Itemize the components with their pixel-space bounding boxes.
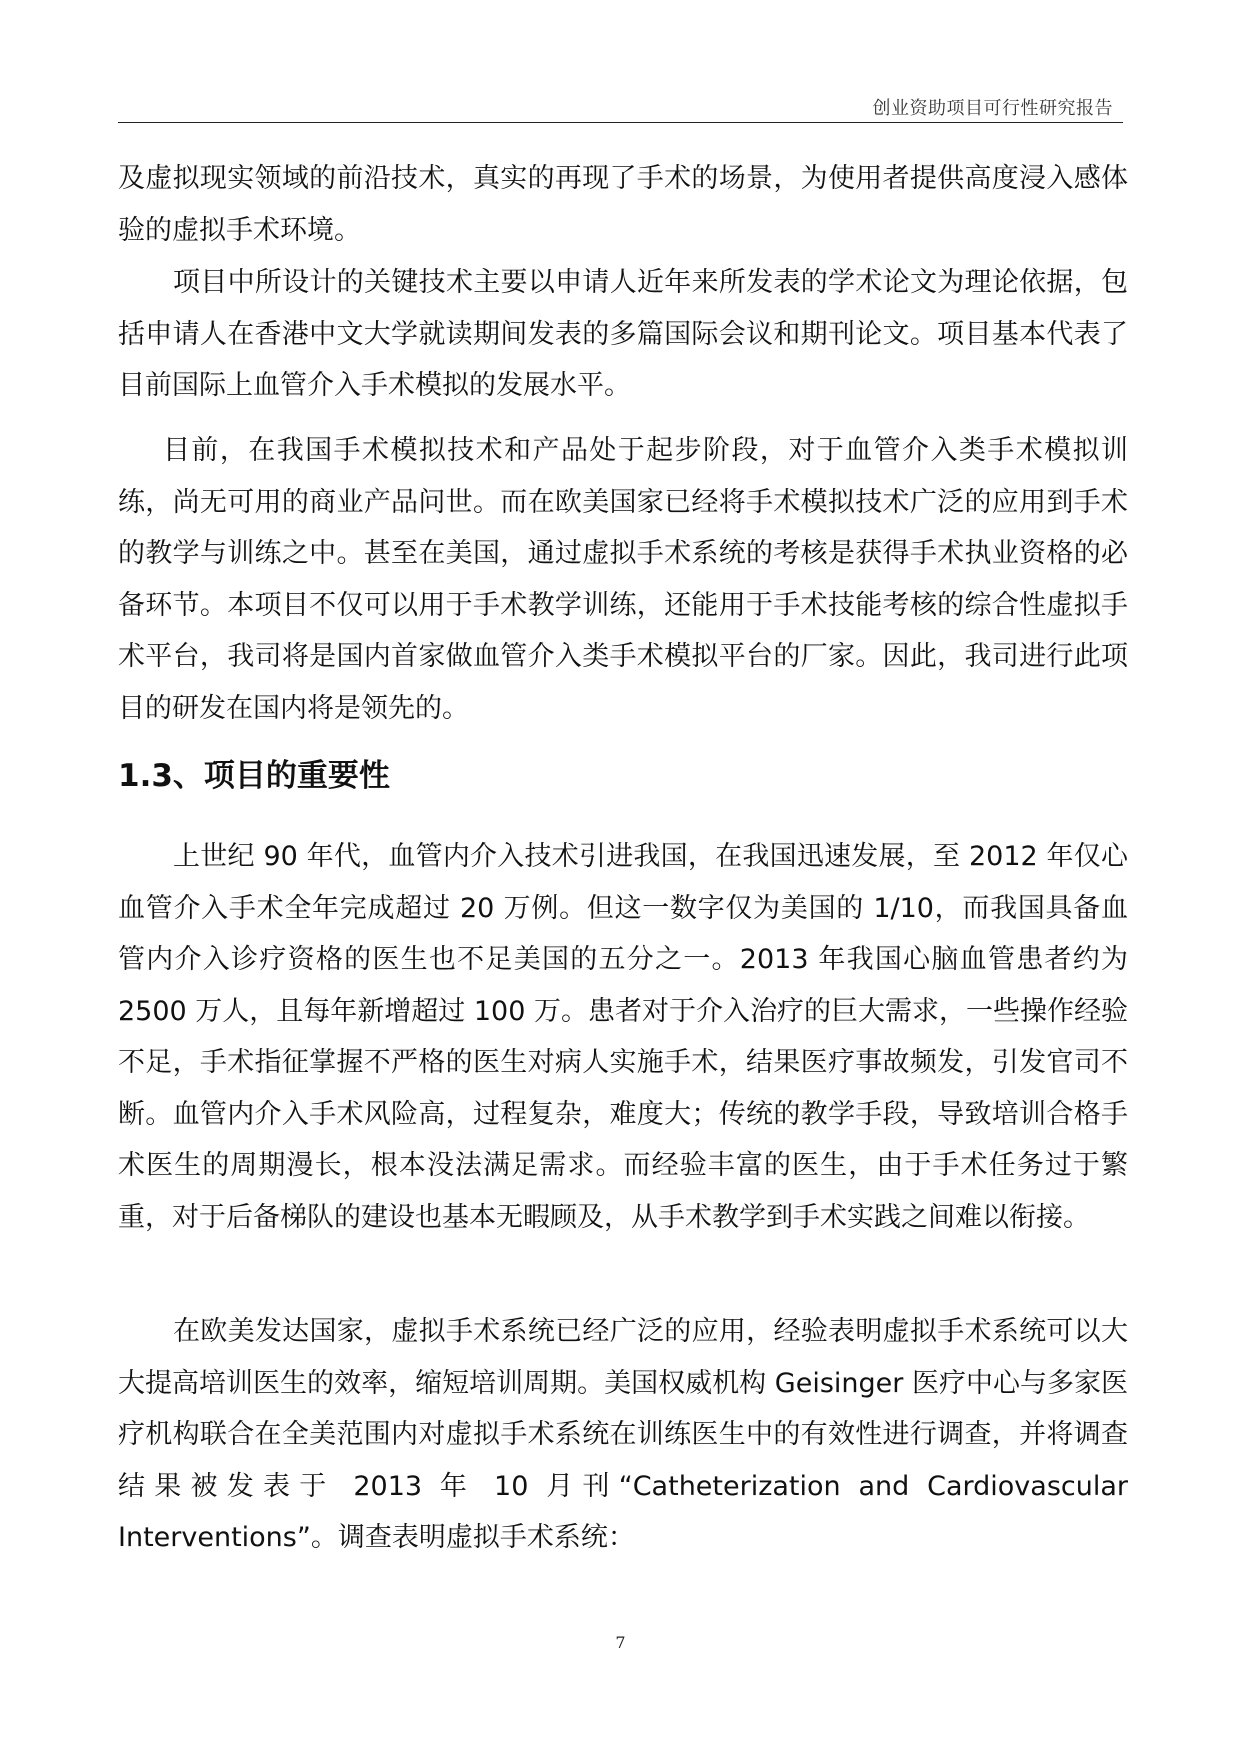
page-number: 7 [615,1633,626,1652]
paragraph-5: 在欧美发达国家，虚拟手术系统已经广泛的应用，经验表明虚拟手术系统可以大大提高培训医生的效率，缩短培训周期。美国权威机构 Geisinger 医疗中心与多家医疗机构联合在全美范围内对虚拟手术系统在训练医生中的有效性进行调查，并将调查结果被发表于 2013 年 10 月刊“Catheterization and Cardiovascular Interventions”。调查表明虚拟手术系统： [118,1316,1128,1553]
paragraph-4: 上世纪 90 年代，血管内介入技术引进我国，在我国迅速发展，至 2012 年仅心血管介入手术全年完成超过 20 万例。但这一数字仅为美国的 1/10，而我国具备血管内介入诊疗资格的医生也不足美国的五分之一。2013 年我国心脑血管患者约为 2500 万人，且每年新增超过 100 万。患者对于介入治疗的巨大需求，一些操作经验不足，手术指征掌握不严格的医生对病人实施手术，结果医疗事故频发，引发官司不断。血管内介入手术风险高，过程复杂，难度大；传统的教学手段，导致培训合格手术医生的周期漫长，根本没法满足需求。而经验丰富的医生，由于手术任务过于繁重，对于后备梯队的建设也基本无暇顾及，从手术教学到手术实践之间难以衔接。 [118,841,1128,1233]
paragraph-2: 项目中所设计的关键技术主要以申请人近年来所发表的学术论文为理论依据，包括申请人在香港中文大学就读期间发表的多篇国际会议和期刊论文。项目基本代表了目前国际上血管介入手术模拟的发展水平。 [118,267,1128,401]
section-heading: 1.3、项目的重要性 [118,758,390,794]
paragraph-3: 目前，在我国手术模拟技术和产品处于起步阶段，对于血管介入类手术模拟训练，尚无可用的商业产品问世。而在欧美国家已经将手术模拟技术广泛的应用到手术的教学与训练之中。甚至在美国，通过虚拟手术系统的考核是获得手术执业资格的必备环节。本项目不仅可以用于手术教学训练，还能用于手术技能考核的综合性虚拟手术平台，我司将是国内首家做血管介入类手术模拟平台的厂家。因此，我司进行此项目的研发在国内将是领先的。 [118,435,1128,724]
page-header [118,92,1123,123]
header-title: 创业资助项目可行性研究报告 [872,98,1113,119]
paragraph-1: 及虚拟现实领域的前沿技术，真实的再现了手术的场景，为使用者提供高度浸入感体验的虚拟手术环境。 [118,163,1128,246]
